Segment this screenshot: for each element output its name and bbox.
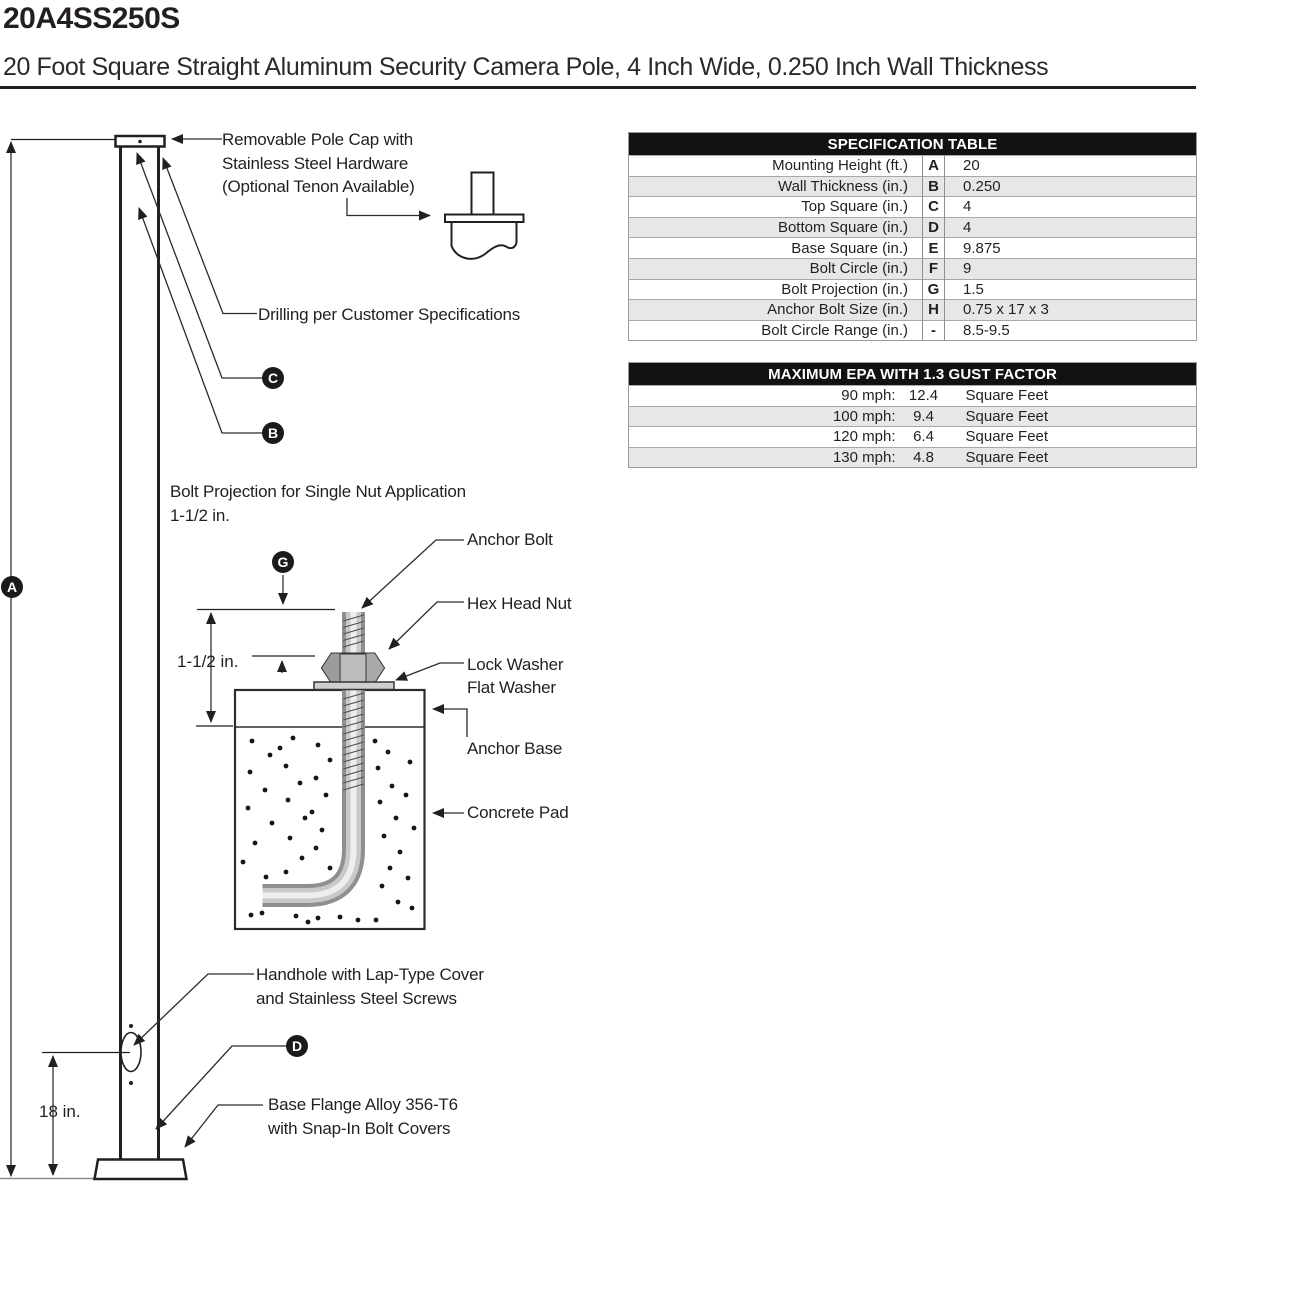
table-row: Bolt Circle Range (in.) - 8.5-9.5 (629, 320, 1197, 341)
foundation-detail (235, 612, 425, 929)
dimension-a-lines (11, 140, 115, 1177)
marker-g: G (272, 551, 294, 573)
table-row: 120 mph: 6.4 Square Feet (629, 427, 1197, 448)
washer-shape (314, 682, 394, 690)
base-flange (95, 1160, 187, 1180)
marker-a: A (1, 576, 23, 598)
dim-label-projection: 1-1/2 in. (177, 652, 239, 671)
table-row: Anchor Bolt Size (in.) H 0.75 x 17 x 3 (629, 300, 1197, 321)
epa-table-title: MAXIMUM EPA WITH 1.3 GUST FACTOR (629, 363, 1197, 386)
epa-table (628, 362, 1196, 468)
callout-washers: Lock Washer Flat Washer (467, 655, 564, 697)
table-row: Top Square (in.) C 4 (629, 197, 1197, 218)
pole-outline (95, 136, 187, 1179)
table-row: Base Square (in.) E 9.875 (629, 238, 1197, 259)
marker-c: C (262, 367, 284, 389)
spec-table-title: SPECIFICATION TABLE (629, 133, 1197, 156)
table-row: Bolt Projection (in.) G 1.5 (629, 279, 1197, 300)
page-subtitle: 20 Foot Square Straight Aluminum Security Camera Pole, 4 Inch Wide, 0.250 Inch Wall Thickness (3, 53, 1049, 81)
callout-hex-head-nut: Hex Head Nut (467, 594, 572, 613)
table-row: Bottom Square (in.) D 4 (629, 217, 1197, 238)
callout-base-flange: Base Flange Alloy 356-T6 with Snap-In Bolt Covers (268, 1095, 458, 1138)
callout-anchor-base: Anchor Base (467, 739, 563, 758)
leader-lines (134, 139, 467, 1147)
table-row: Wall Thickness (in.) B 0.250 (629, 176, 1197, 197)
table-row: Mounting Height (ft.) A 20 (629, 156, 1197, 177)
hex-head-nut-shape (322, 654, 384, 683)
table-row: 130 mph: 4.8 Square Feet (629, 447, 1197, 468)
tenon-detail (445, 173, 524, 259)
pole-cap-screw (138, 140, 142, 144)
callout-concrete-pad: Concrete Pad (467, 803, 569, 822)
page-title: 20A4SS250S (3, 2, 180, 35)
marker-d: D (286, 1035, 308, 1057)
callout-anchor-bolt: Anchor Bolt (467, 530, 553, 549)
table-row: 100 mph: 9.4 Square Feet (629, 406, 1197, 427)
callout-handhole: Handhole with Lap-Type Cover and Stainless Steel Screws (256, 965, 484, 1008)
note-bolt-projection: Bolt Projection for Single Nut Application 1-1/2 in. (170, 482, 466, 525)
callout-drilling: Drilling per Customer Specifications (258, 305, 521, 324)
callout-pole-cap: Removable Pole Cap with Stainless Steel Hardware (Optional Tenon Available) (222, 130, 415, 196)
dim-label-base-height: 18 in. (39, 1102, 81, 1121)
table-row: Bolt Circle (in.) F 9 (629, 258, 1197, 279)
specification-table (628, 132, 1196, 341)
dimension-18in-lines (42, 1053, 130, 1176)
table-row: 90 mph: 12.4 Square Feet (629, 386, 1197, 407)
marker-b: B (262, 422, 284, 444)
